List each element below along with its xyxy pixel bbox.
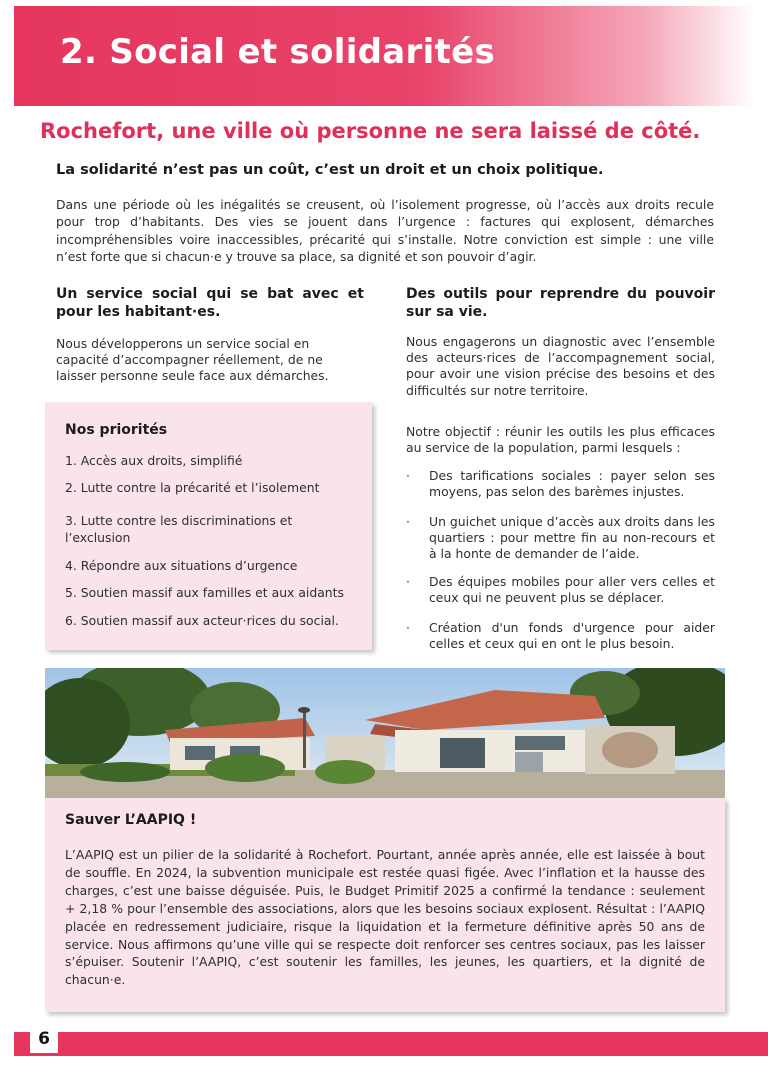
page-number: 6 — [30, 1025, 58, 1053]
priority-item: 6. Soutien massif aux acteur·rices du social. — [65, 613, 339, 628]
right-column-objective: Notre objectif : réunir les outils les plus efficaces au service de la population, parmi lesquels : — [406, 424, 715, 456]
community-center-photo — [45, 668, 725, 798]
lead-statement: La solidarité n’est pas un coût, c’est un droit et un choix politique. — [56, 162, 604, 178]
aapiq-box — [45, 798, 725, 1012]
bullet-marker: · — [406, 514, 410, 529]
left-column-heading: Un service social qui se bat avec et pour les habitant·es. — [56, 286, 364, 320]
list-item-text: Un guichet unique d’accès aux droits dans les quartiers : pour mettre fin au non-recours et à la honte de demander de l’aide. — [429, 514, 715, 562]
right-column-paragraph: Nous engagerons un diagnostic avec l’ensemble des acteurs·rices de l’accompagnement social, pour avoir une vision précise des besoins et des difficultés sur notre territoire. — [406, 334, 715, 398]
priorities-box — [45, 402, 372, 650]
aapiq-text: L’AAPIQ est un pilier de la solidarité à Rochefort. Pourtant, année après année, elle est laissée à bout de souffle. En 2024, la subvention municipale est restée quasi figée. Avec l’inflation et la hausse des charges, c’est une baisse déguisée. Puis, le Budget Primitif 2025 a confirmé la tendance : seulement + 2,18 % pour l’ensemble des associations, alors que les besoins sociaux explosent. Résultat : l’AAPIQ placée en redressement judiciaire, risque la liquidation et la fermeture définitive après 50 ans de service. Nous affirmons qu’une ville qui se respecte doit renforcer ses centres sociaux, pas les laisser s’épuiser. Soutenir l’AAPIQ, c’est soutenir les familles, les jeunes, les quartiers, et la dignité de chacun·e. — [65, 847, 705, 988]
building-illustration — [45, 668, 725, 798]
right-column-heading: Des outils pour reprendre du pouvoir sur sa vie. — [406, 286, 715, 320]
list-item-text: Des équipes mobiles pour aller vers celles et ceux qui ne peuvent plus se déplacer. — [429, 574, 715, 606]
priority-item: 3. Lutte contre les discriminations et l’exclusion — [65, 513, 293, 545]
bullet-marker: · — [406, 620, 410, 635]
list-item-text: Des tarifications sociales : payer selon ses moyens, pas selon des barèmes injustes. — [429, 468, 715, 500]
footer-bar — [14, 1032, 768, 1056]
priorities-title: Nos priorités — [65, 422, 168, 438]
list-item-text: Création d'un fonds d'urgence pour aider celles et ceux qui en ont le plus besoin. — [429, 620, 715, 652]
priority-item: 4. Répondre aux situations d’urgence — [65, 558, 298, 573]
bullet-marker: · — [406, 574, 410, 589]
section-subtitle: Rochefort, une ville où personne ne sera laissé de côté. — [40, 119, 701, 143]
aapiq-title: Sauver L’AAPIQ ! — [65, 812, 197, 828]
priority-item: 5. Soutien massif aux familles et aux aidants — [65, 585, 344, 600]
header-banner — [14, 6, 754, 106]
priority-item: 2. Lutte contre la précarité et l’isolement — [65, 480, 320, 495]
intro-paragraph: Dans une période où les inégalités se creusent, où l’isolement progresse, où l’accès aux droits recule pour trop d’habitants. Des vies se jouent dans l’urgence : factures qui explosent, démarches incompréhensibles voire inaccessibles, précarité qui s’installe. Notre conviction est simple : une ville n’est forte que si chacun·e y trouve sa place, sa dignité et son pouvoir d’agir. — [56, 197, 714, 265]
bullet-marker: · — [406, 468, 410, 483]
left-column-text: Nous développerons un service social en capacité d’accompagner réellement, de ne laisser personne seule face aux démarches. — [56, 336, 329, 384]
page-title: 2. Social et solidarités — [60, 32, 496, 72]
priority-item: 1. Accès aux droits, simplifié — [65, 453, 243, 468]
